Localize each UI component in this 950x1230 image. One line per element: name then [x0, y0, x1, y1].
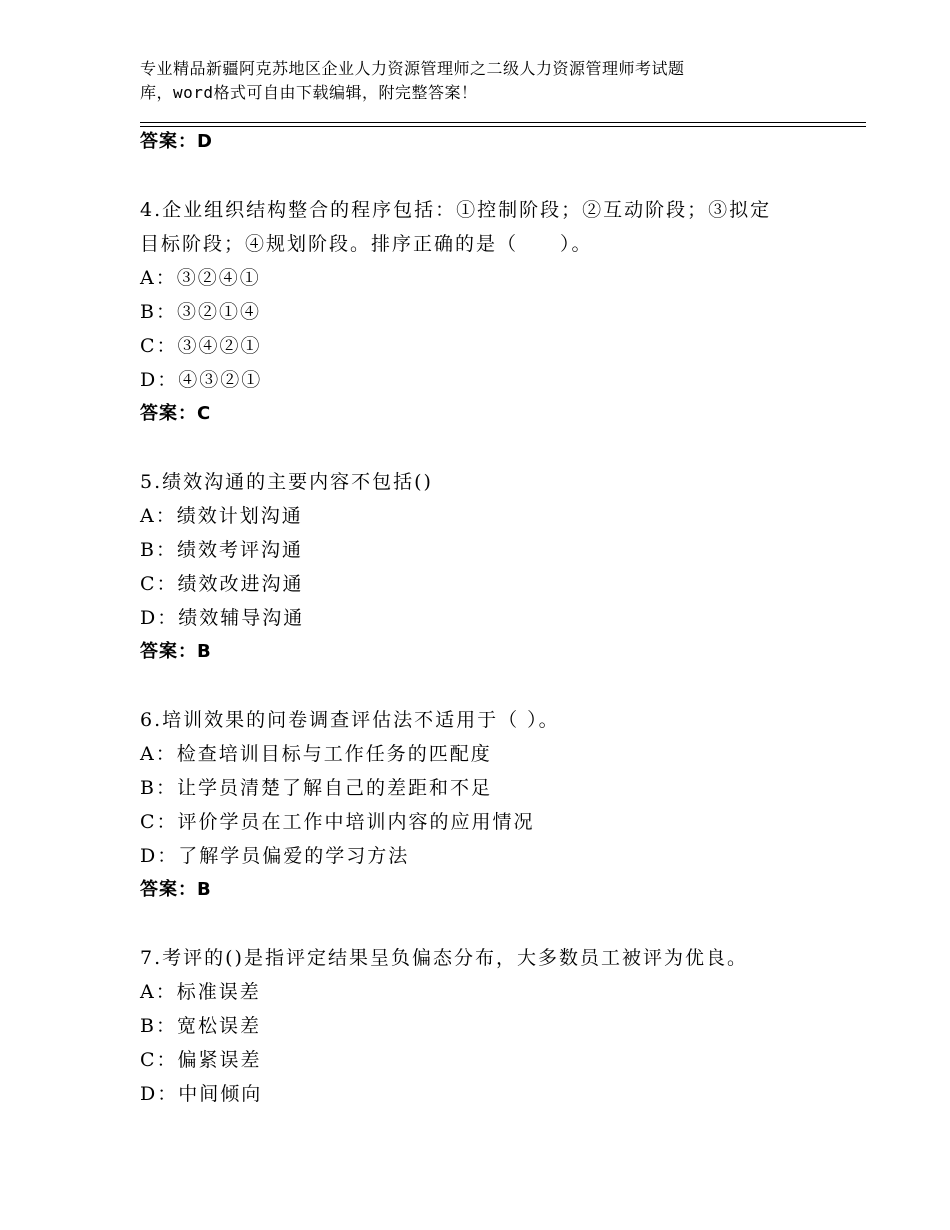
option-a: A：标准误差 — [140, 981, 261, 1003]
question-stem: 目标阶段；④规划阶段。排序正确的是（ ）。 — [140, 233, 593, 255]
option-a: A：③②④① — [140, 267, 261, 289]
question-stem: 5.绩效沟通的主要内容不包括() — [140, 471, 433, 493]
spacer — [140, 669, 840, 703]
spacer — [140, 159, 840, 193]
question-stem: 4.企业组织结构整合的程序包括：①控制阶段；②互动阶段；③拟定 — [140, 199, 772, 221]
option-d: D：绩效辅导沟通 — [140, 607, 305, 629]
option-b: B：宽松误差 — [140, 1015, 261, 1037]
document-header — [140, 57, 780, 105]
spacer — [140, 431, 840, 465]
question-6 — [140, 703, 840, 907]
option-b: B：③②①④ — [140, 301, 261, 323]
option-a: A：绩效计划沟通 — [140, 505, 303, 527]
option-c: C：偏紧误差 — [140, 1049, 262, 1071]
answer-line: 答案：D — [140, 131, 213, 152]
option-c: C：评价学员在工作中培训内容的应用情况 — [140, 811, 535, 833]
option-c: C：绩效改进沟通 — [140, 573, 304, 595]
option-b: B：让学员清楚了解自己的差距和不足 — [140, 777, 492, 799]
option-a: A：检查培训目标与工作任务的匹配度 — [140, 743, 492, 765]
option-d: D：④③②① — [140, 369, 263, 391]
question-stem: 7.考评的()是指评定结果呈负偏态分布，大多数员工被评为优良。 — [140, 947, 748, 969]
header-line-1: 专业精品新疆阿克苏地区企业人力资源管理师之二级人力资源管理师考试题 — [140, 59, 685, 78]
answer-line: 答案：C — [140, 403, 212, 424]
question-4 — [140, 193, 840, 431]
answer-line: 答案：B — [140, 879, 212, 900]
header-line-2: 库，word格式可自由下载编辑，附完整答案！ — [140, 83, 478, 102]
spacer — [140, 907, 840, 941]
question-5 — [140, 465, 840, 669]
answer-line: 答案：B — [140, 641, 212, 662]
option-c: C：③④②① — [140, 335, 262, 357]
question-7 — [140, 941, 840, 1111]
question-list — [140, 125, 840, 1111]
option-d: D：中间倾向 — [140, 1083, 263, 1105]
question-stem: 6.培训效果的问卷调查评估法不适用于（ ）。 — [140, 709, 560, 731]
option-b: B：绩效考评沟通 — [140, 539, 303, 561]
option-d: D：了解学员偏爱的学习方法 — [140, 845, 410, 867]
